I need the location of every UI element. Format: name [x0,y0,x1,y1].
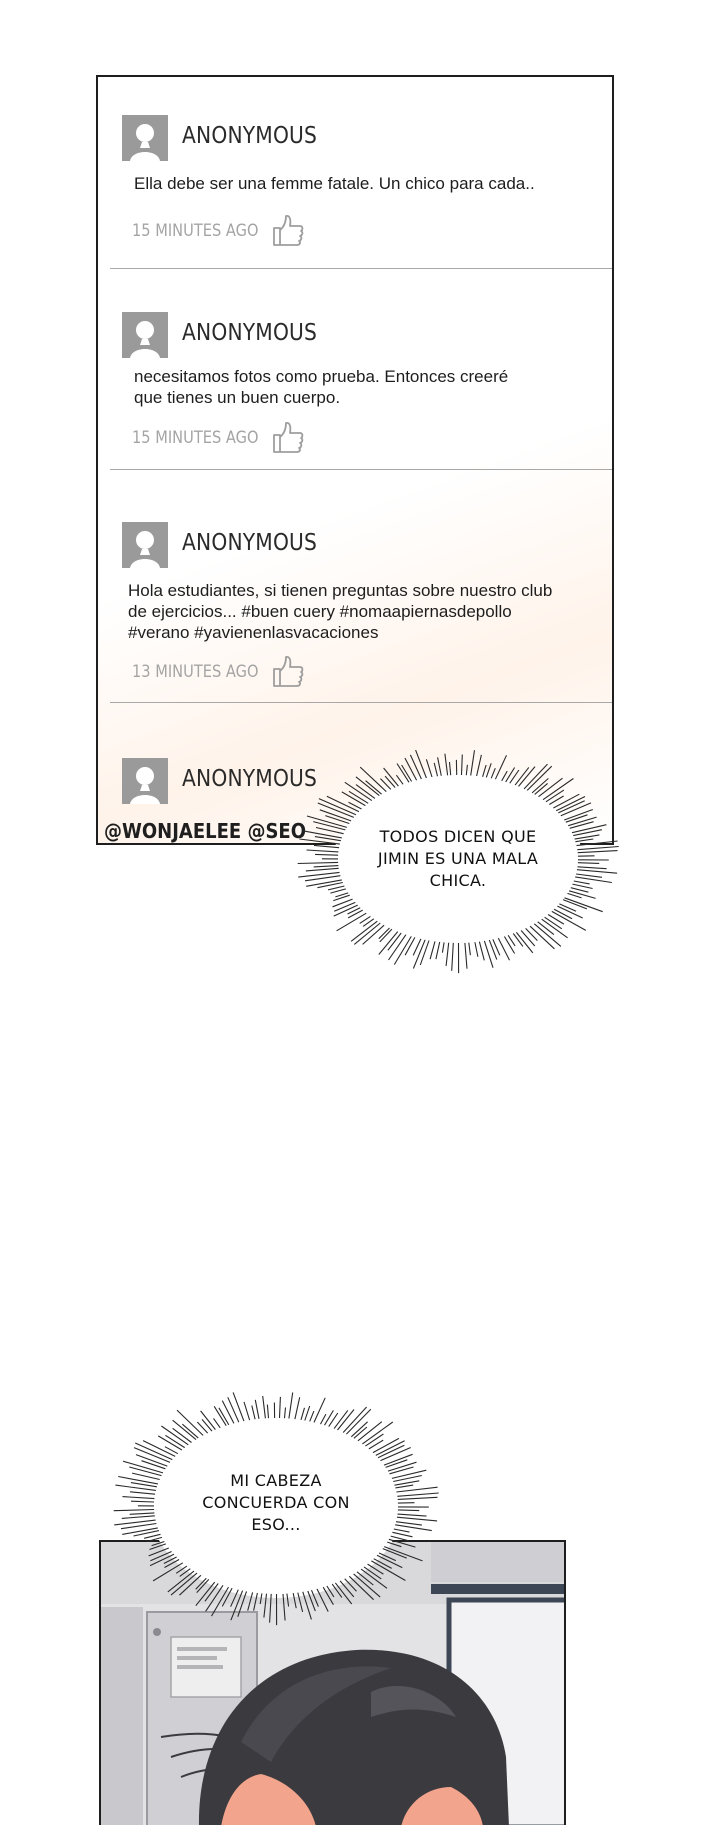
thumbs-up-icon [272,213,304,247]
user-avatar-icon[interactable] [122,115,168,161]
comment-username[interactable]: ANONYMOUS [182,320,318,346]
comment-body: Ella debe ser una femme fatale. Un chico para cada.. [134,174,535,193]
comment-username[interactable]: ANONYMOUS [182,123,318,149]
user-avatar-icon[interactable] [122,312,168,358]
comment-header [122,522,522,568]
comment-mention-text[interactable]: @WONJAELEE @SEO [104,819,307,843]
user-avatar-icon[interactable] [122,522,168,568]
comment-meta [132,420,332,454]
comment-meta [132,654,332,688]
comment-body: necesitamos fotos como prueba. Entonces creeré que tienes un buen cuerpo. [134,367,509,407]
comment-meta [132,213,332,247]
bubble-text: MI CABEZA CONCUERDA CON ESO... [202,1471,350,1534]
comment-header [122,115,522,161]
like-button[interactable] [272,420,304,454]
comment-username[interactable]: ANONYMOUS [182,530,318,556]
speech-bubble-1 [288,728,628,990]
comment-timestamp: 13 MINUTES AGO [132,662,259,682]
like-button[interactable] [272,213,304,247]
comment-username[interactable]: ANONYMOUS [182,766,318,792]
comment-item [110,312,612,470]
user-avatar-icon[interactable] [122,758,168,804]
comment-item [110,522,612,703]
thumbs-up-icon [272,420,304,454]
comment-body: Hola estudiantes, si tienen preguntas sobre nuestro club de ejercicios... #buen cuery #nomaapiernasdepollo #verano #yavienenlasvacaciones [128,581,553,642]
comment-timestamp: 15 MINUTES AGO [132,221,259,241]
bubble-text: TODOS DICEN QUE JIMIN ES UNA MALA CHICA. [377,827,539,890]
like-button[interactable] [272,654,304,688]
comment-header [122,312,522,358]
comment-timestamp: 15 MINUTES AGO [132,428,259,448]
comment-item [110,115,612,269]
thumbs-up-icon [272,654,304,688]
speech-bubble-2 [100,1372,452,1640]
